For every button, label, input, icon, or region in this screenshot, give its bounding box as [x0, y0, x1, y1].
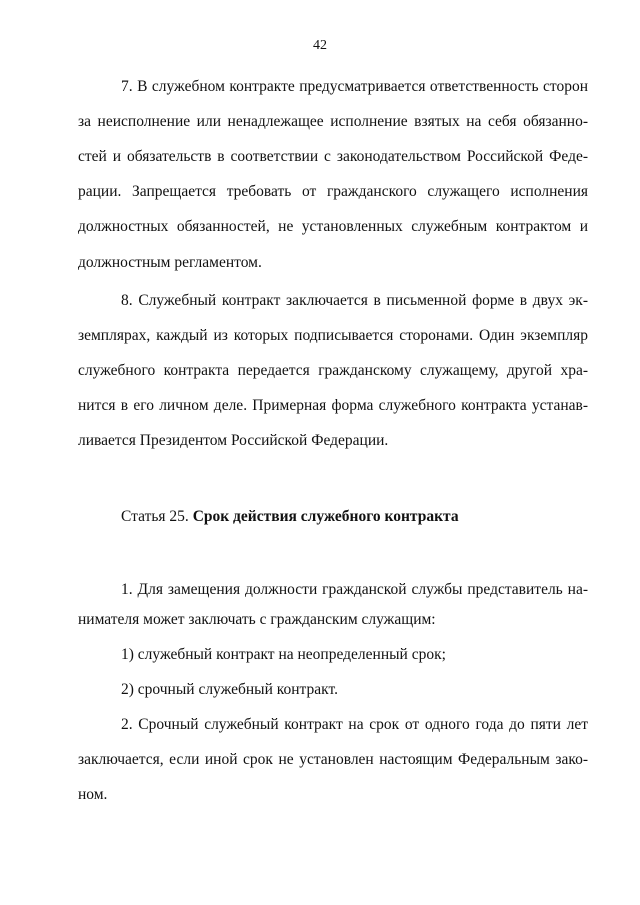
page-number: 42 [313, 38, 327, 53]
paragraph-line: служебного контракта передается гражданскому служащему, другой хра- [78, 362, 588, 379]
list-item: 2) срочный служебный контракт. [121, 681, 338, 698]
paragraph-line: стей и обязательств в соответствии с законодательством Российской Феде- [78, 148, 588, 165]
paragraph-line: ном. [78, 786, 108, 803]
list-item: 1) служебный контракт на неопределенный срок; [121, 646, 446, 663]
paragraph-line: должностным регламентом. [78, 254, 262, 271]
paragraph-line: нимателя может заключать с гражданским служащим: [78, 611, 436, 628]
article-label: Статья 25. [121, 508, 189, 525]
article-heading [121, 507, 459, 527]
paragraph-line: рации. Запрещается требовать от гражданского служащего исполнения [78, 183, 588, 200]
paragraph-line: ливается Президентом Российской Федерации. [78, 432, 389, 449]
paragraph-line: 2. Срочный служебный контракт на срок от одного года до пяти лет [121, 716, 588, 733]
paragraph-line: заключается, если иной срок не установлен настоящим Федеральным зако- [78, 751, 588, 768]
paragraph-line: земплярах, каждый из которых подписывается сторонами. Один экземпляр [78, 327, 588, 344]
paragraph-line: 8. Служебный контракт заключается в письменной форме в двух эк- [121, 292, 588, 309]
article-title: Срок действия служебного контракта [192, 508, 459, 525]
paragraph-line: нится в его личном деле. Примерная форма служебного контракта устанав- [78, 397, 588, 414]
paragraph-line: должностных обязанностей, не установленных служебным контрактом и [78, 218, 588, 235]
paragraph-line: 7. В служебном контракте предусматривается ответственность сторон [121, 78, 588, 95]
paragraph-line: за неисполнение или ненадлежащее исполнение взятых на себя обязанно- [78, 113, 588, 130]
paragraph-line: 1. Для замещения должности гражданской службы представитель на- [121, 581, 588, 598]
